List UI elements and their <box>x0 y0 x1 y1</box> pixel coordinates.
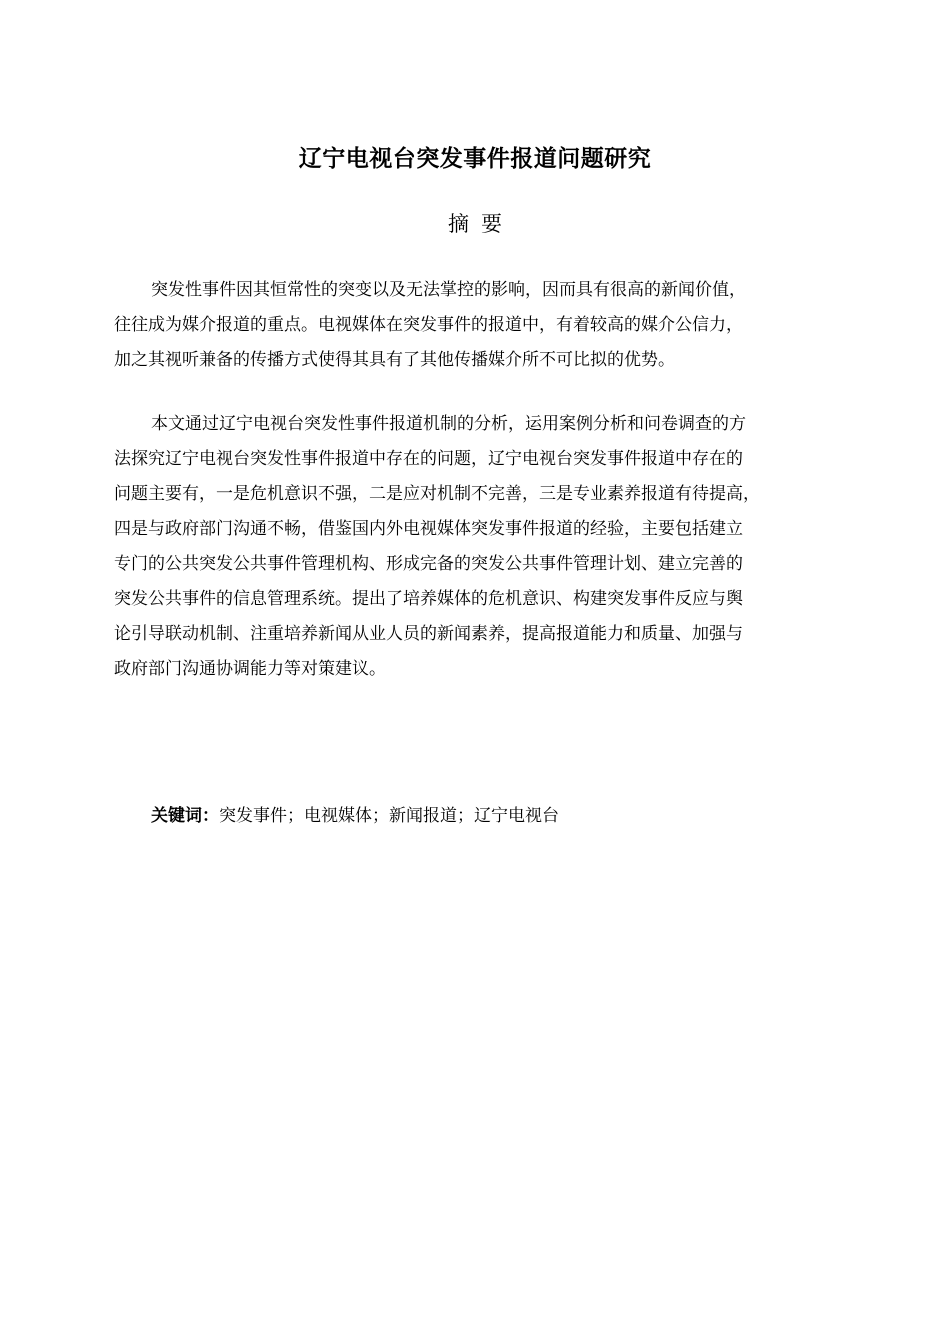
paragraph-line: 问题主要有，一是危机意识不强，二是应对机制不完善，三是专业素养报道有待提高， <box>114 484 760 504</box>
abstract-heading-char: 摘 <box>448 212 469 236</box>
paragraph-line: 往往成为媒介报道的重点。电视媒体在突发事件的报道中，有着较高的媒介公信力， <box>114 315 743 335</box>
paragraph-line: 法探究辽宁电视台突发性事件报道中存在的问题，辽宁电视台突发事件报道中存在的 <box>114 449 743 469</box>
paragraph-line: 专门的公共突发公共事件管理机构、形成完备的突发公共事件管理计划、建立完善的 <box>114 554 743 574</box>
paragraph-line: 论引导联动机制、注重培养新闻从业人员的新闻素养，提高报道能力和质量、加强与 <box>114 624 743 644</box>
abstract-heading <box>0 208 950 240</box>
paragraph-line: 政府部门沟通协调能力等对策建议。 <box>114 659 386 679</box>
abstract-heading-char: 要 <box>481 212 502 236</box>
abstract-paragraph <box>114 407 846 687</box>
keywords-value: 突发事件；电视媒体；新闻报道；辽宁电视台 <box>219 806 559 826</box>
keywords-label: 关键词： <box>151 806 219 826</box>
paragraph-line: 突发性事件因其恒常性的突变以及无法掌控的影响，因而具有很高的新闻价值， <box>151 280 746 300</box>
paragraph-line: 突发公共事件的信息管理系统。提出了培养媒体的危机意识、构建突发事件反应与舆 <box>114 589 743 609</box>
abstract-paragraph <box>114 273 846 378</box>
document-title: 辽宁电视台突发事件报道问题研究 <box>298 146 652 172</box>
paragraph-line: 四是与政府部门沟通不畅，借鉴国内外电视媒体突发事件报道的经验，主要包括建立 <box>114 519 743 539</box>
paragraph-line: 加之其视听兼备的传播方式使得其具有了其他传播媒介所不可比拟的优势。 <box>114 350 675 370</box>
keywords-line <box>151 800 559 832</box>
paragraph-line: 本文通过辽宁电视台突发性事件报道机制的分析，运用案例分析和问卷调查的方 <box>151 414 746 434</box>
